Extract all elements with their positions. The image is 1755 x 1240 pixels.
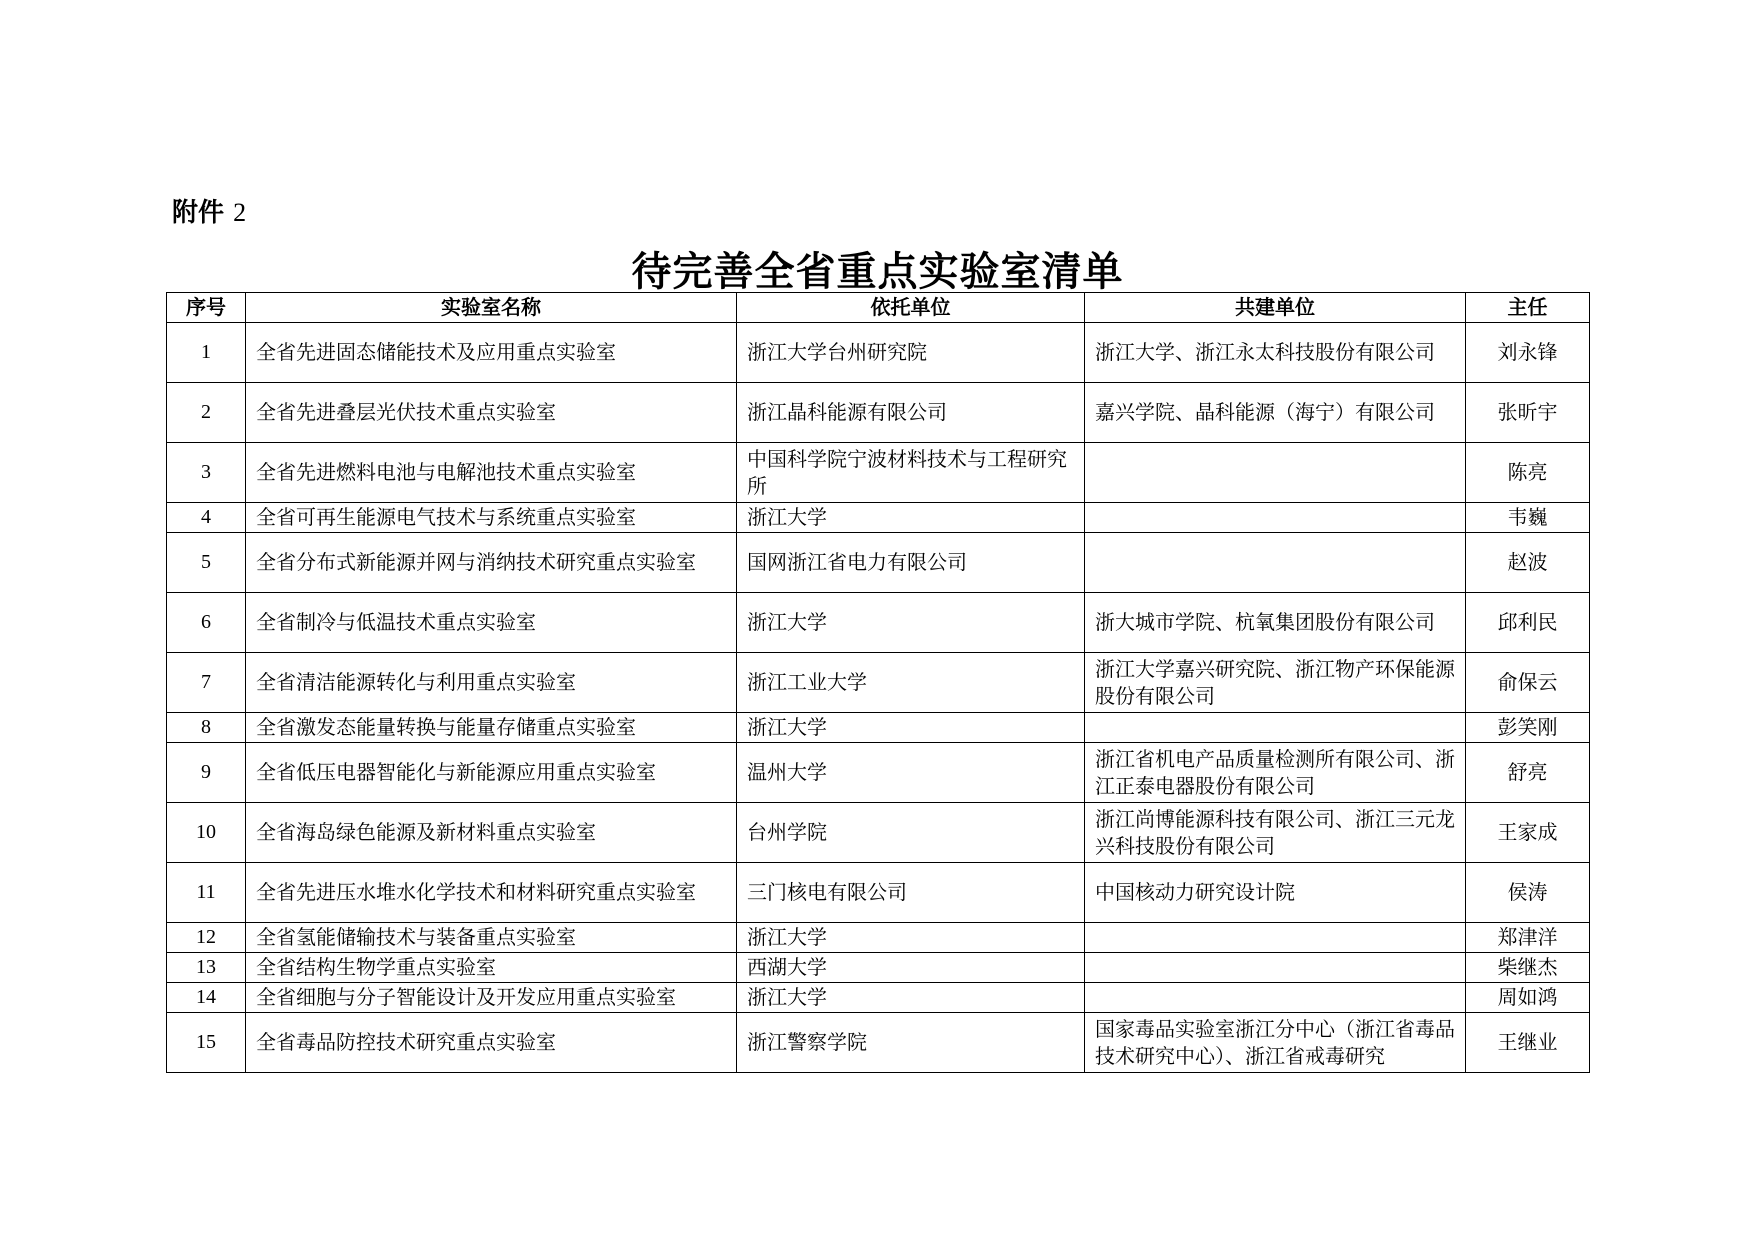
cell-director: 王继业	[1466, 1013, 1590, 1073]
cell-lab-name: 全省先进叠层光伏技术重点实验室	[246, 383, 737, 443]
cell-serial: 1	[167, 323, 246, 383]
table-row	[167, 593, 1590, 653]
cell-director: 彭笑刚	[1466, 713, 1590, 743]
cell-serial: 5	[167, 533, 246, 593]
cell-lab-name: 全省先进压水堆水化学技术和材料研究重点实验室	[246, 863, 737, 923]
cell-lab-name: 全省氢能储输技术与装备重点实验室	[246, 923, 737, 953]
table-row	[167, 323, 1590, 383]
cell-serial: 2	[167, 383, 246, 443]
table-row	[167, 443, 1590, 503]
cell-serial: 12	[167, 923, 246, 953]
cell-host-unit: 浙江大学	[737, 713, 1085, 743]
cell-serial: 3	[167, 443, 246, 503]
cell-serial: 15	[167, 1013, 246, 1073]
cell-lab-name: 全省先进固态储能技术及应用重点实验室	[246, 323, 737, 383]
cell-director: 舒亮	[1466, 743, 1590, 803]
cell-lab-name: 全省海岛绿色能源及新材料重点实验室	[246, 803, 737, 863]
cell-director: 邱利民	[1466, 593, 1590, 653]
cell-partner-unit: 浙江大学、浙江永太科技股份有限公司	[1085, 323, 1466, 383]
cell-serial: 4	[167, 503, 246, 533]
partner-text: 国家毒品实验室浙江分中心（浙江省毒品技术研究中心）、浙江省戒毒研究	[1095, 1016, 1455, 1068]
cell-partner-unit	[1085, 533, 1466, 593]
cell-lab-name: 全省激发态能量转换与能量存储重点实验室	[246, 713, 737, 743]
cell-host-unit: 浙江大学	[737, 503, 1085, 533]
cell-partner-unit	[1085, 923, 1466, 953]
cell-serial: 8	[167, 713, 246, 743]
table-row	[167, 503, 1590, 533]
cell-director: 王家成	[1466, 803, 1590, 863]
cell-director: 刘永锋	[1466, 323, 1590, 383]
cell-lab-name: 全省可再生能源电气技术与系统重点实验室	[246, 503, 737, 533]
cell-partner-unit: 浙江省机电产品质量检测所有限公司、浙江正泰电器股份有限公司	[1085, 743, 1466, 803]
lab-list-table	[166, 292, 1590, 1073]
header-serial: 序号	[167, 293, 246, 323]
cell-partner-unit	[1085, 443, 1466, 503]
table-row	[167, 923, 1590, 953]
cell-director: 张昕宇	[1466, 383, 1590, 443]
table-row	[167, 953, 1590, 983]
table-header-row	[167, 293, 1590, 323]
cell-partner-unit: 中国核动力研究设计院	[1085, 863, 1466, 923]
cell-partner-unit: 浙江大学嘉兴研究院、浙江物产环保能源股份有限公司	[1085, 653, 1466, 713]
attachment-text: 附件	[172, 198, 225, 228]
cell-host-unit: 国网浙江省电力有限公司	[737, 533, 1085, 593]
cell-lab-name: 全省先进燃料电池与电解池技术重点实验室	[246, 443, 737, 503]
cell-serial: 10	[167, 803, 246, 863]
cell-serial: 14	[167, 983, 246, 1013]
cell-director: 韦巍	[1466, 503, 1590, 533]
cell-partner-unit	[1085, 1013, 1466, 1073]
cell-lab-name: 全省毒品防控技术研究重点实验室	[246, 1013, 737, 1073]
document-title: 待完善全省重点实验室清单	[631, 248, 1124, 295]
cell-lab-name: 全省分布式新能源并网与消纳技术研究重点实验室	[246, 533, 737, 593]
cell-lab-name: 全省结构生物学重点实验室	[246, 953, 737, 983]
cell-serial: 7	[167, 653, 246, 713]
cell-partner-unit: 嘉兴学院、晶科能源（海宁）有限公司	[1085, 383, 1466, 443]
cell-partner-unit	[1085, 953, 1466, 983]
cell-host-unit: 浙江警察学院	[737, 1013, 1085, 1073]
table-row	[167, 863, 1590, 923]
cell-host-unit: 浙江工业大学	[737, 653, 1085, 713]
header-director: 主任	[1466, 293, 1590, 323]
cell-host-unit: 中国科学院宁波材料技术与工程研究所	[737, 443, 1085, 503]
table-row	[167, 383, 1590, 443]
table-row	[167, 653, 1590, 713]
cell-director: 郑津洋	[1466, 923, 1590, 953]
cell-host-unit: 浙江大学	[737, 983, 1085, 1013]
cell-serial: 9	[167, 743, 246, 803]
cell-partner-unit: 浙江尚博能源科技有限公司、浙江三元龙兴科技股份有限公司	[1085, 803, 1466, 863]
cell-host-unit: 温州大学	[737, 743, 1085, 803]
cell-serial: 13	[167, 953, 246, 983]
cell-director: 柴继杰	[1466, 953, 1590, 983]
header-lab-name: 实验室名称	[246, 293, 737, 323]
table-row	[167, 713, 1590, 743]
cell-host-unit: 三门核电有限公司	[737, 863, 1085, 923]
cell-lab-name: 全省制冷与低温技术重点实验室	[246, 593, 737, 653]
cell-partner-unit	[1085, 983, 1466, 1013]
cell-director: 周如鸿	[1466, 983, 1590, 1013]
cell-director: 赵波	[1466, 533, 1590, 593]
cell-host-unit: 浙江大学	[737, 593, 1085, 653]
attachment-label	[172, 192, 246, 229]
cell-serial: 11	[167, 863, 246, 923]
table-row	[167, 1013, 1590, 1073]
attachment-number: 2	[233, 198, 247, 227]
table-row	[167, 983, 1590, 1013]
header-host-unit: 依托单位	[737, 293, 1085, 323]
cell-serial: 6	[167, 593, 246, 653]
cell-host-unit: 台州学院	[737, 803, 1085, 863]
cell-host-unit: 浙江大学	[737, 923, 1085, 953]
cell-partner-unit: 浙大城市学院、杭氧集团股份有限公司	[1085, 593, 1466, 653]
cell-host-unit: 浙江大学台州研究院	[737, 323, 1085, 383]
table-row	[167, 803, 1590, 863]
cell-lab-name: 全省清洁能源转化与利用重点实验室	[246, 653, 737, 713]
cell-lab-name: 全省低压电器智能化与新能源应用重点实验室	[246, 743, 737, 803]
cell-director: 俞保云	[1466, 653, 1590, 713]
cell-host-unit: 浙江晶科能源有限公司	[737, 383, 1085, 443]
cell-director: 陈亮	[1466, 443, 1590, 503]
table-row	[167, 743, 1590, 803]
cell-lab-name: 全省细胞与分子智能设计及开发应用重点实验室	[246, 983, 737, 1013]
cell-partner-unit	[1085, 503, 1466, 533]
cell-host-unit: 西湖大学	[737, 953, 1085, 983]
cell-partner-unit	[1085, 713, 1466, 743]
cell-director: 侯涛	[1466, 863, 1590, 923]
table-row	[167, 533, 1590, 593]
header-partner-unit: 共建单位	[1085, 293, 1466, 323]
